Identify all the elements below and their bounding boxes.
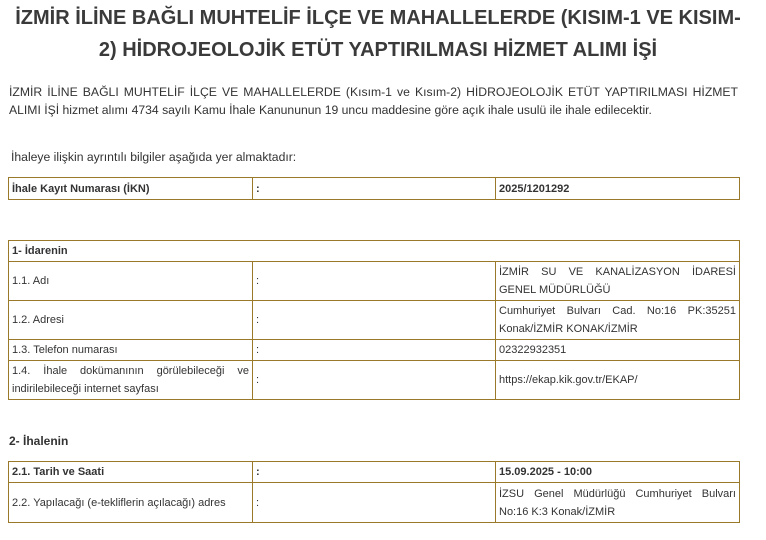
table-row [9, 462, 740, 483]
intro-paragraph: İZMİR İLİNE BAĞLI MUHTELİF İLÇE VE MAHALLELERDE (Kısım-1 ve Kısım-2) HİDROJEOLOJİK ETÜT YAPTIRILMASI HİZMET ALIMI İŞİ hizmet alımı 4734 sayılı Kamu İhale Kanununun 19 uncu maddesine göre açık ihale usulü ile ihale edilecektir. [9, 85, 738, 117]
ikn-value: 2025/1201292 [496, 178, 740, 200]
idare-heading: 1- İdarenin [9, 241, 740, 262]
idare-website-separator: : [253, 361, 496, 400]
ihale-heading: 2- İhalenin [9, 434, 69, 448]
intro-lead-text: İhaleye ilişkin ayrıntılı bilgiler aşağıda yer almaktadır: [11, 150, 297, 164]
ihale-address-value: İZSU Genel Müdürlüğü Cumhuriyet Bulvarı No:16 K:3 Konak/İZMİR [496, 483, 740, 523]
table-row [9, 361, 740, 400]
idare-phone-value: 02322932351 [496, 340, 740, 361]
idare-name-value: İZMİR SU VE KANALİZASYON İDARESİ GENEL MÜDÜRLÜĞÜ [496, 262, 740, 301]
ikn-table [8, 177, 740, 200]
idare-address-label: 1.2. Adresi [9, 301, 253, 340]
ikn-separator: : [253, 178, 496, 200]
idare-phone-label: 1.3. Telefon numarası [9, 340, 253, 361]
ihale-address-label: 2.2. Yapılacağı (e-tekliflerin açılacağı) adres [9, 483, 253, 523]
ihale-date-label: 2.1. Tarih ve Saati [9, 462, 253, 483]
ihale-table [8, 461, 740, 523]
idare-table [8, 240, 740, 400]
ikn-label: İhale Kayıt Numarası (İKN) [9, 178, 253, 200]
idare-website-label: 1.4. İhale dokümanının görülebileceği ve indirilebileceği internet sayfası [9, 361, 253, 400]
idare-website-link[interactable]: https://ekap.kik.gov.tr/EKAP/ [496, 361, 740, 400]
ihale-date-separator: : [253, 462, 496, 483]
ihale-date-value: 15.09.2025 - 10:00 [496, 462, 740, 483]
idare-name-label: 1.1. Adı [9, 262, 253, 301]
table-row [9, 301, 740, 340]
idare-address-separator: : [253, 301, 496, 340]
idare-name-separator: : [253, 262, 496, 301]
table-row [9, 340, 740, 361]
ikn-row [9, 178, 740, 200]
table-row [9, 483, 740, 523]
table-row [9, 262, 740, 301]
idare-phone-separator: : [253, 340, 496, 361]
ihale-address-separator: : [253, 483, 496, 523]
idare-address-value: Cumhuriyet Bulvarı Cad. No:16 PK:35251 Konak/İZMİR KONAK/İZMİR [496, 301, 740, 340]
page-title: İZMİR İLİNE BAĞLI MUHTELİF İLÇE VE MAHALLELERDE (KISIM-1 VE KISIM-2) HİDROJEOLOJİK ETÜT YAPTIRILMASI HİZMET ALIMI İŞİ [15, 7, 741, 61]
idare-heading-row [9, 241, 740, 262]
